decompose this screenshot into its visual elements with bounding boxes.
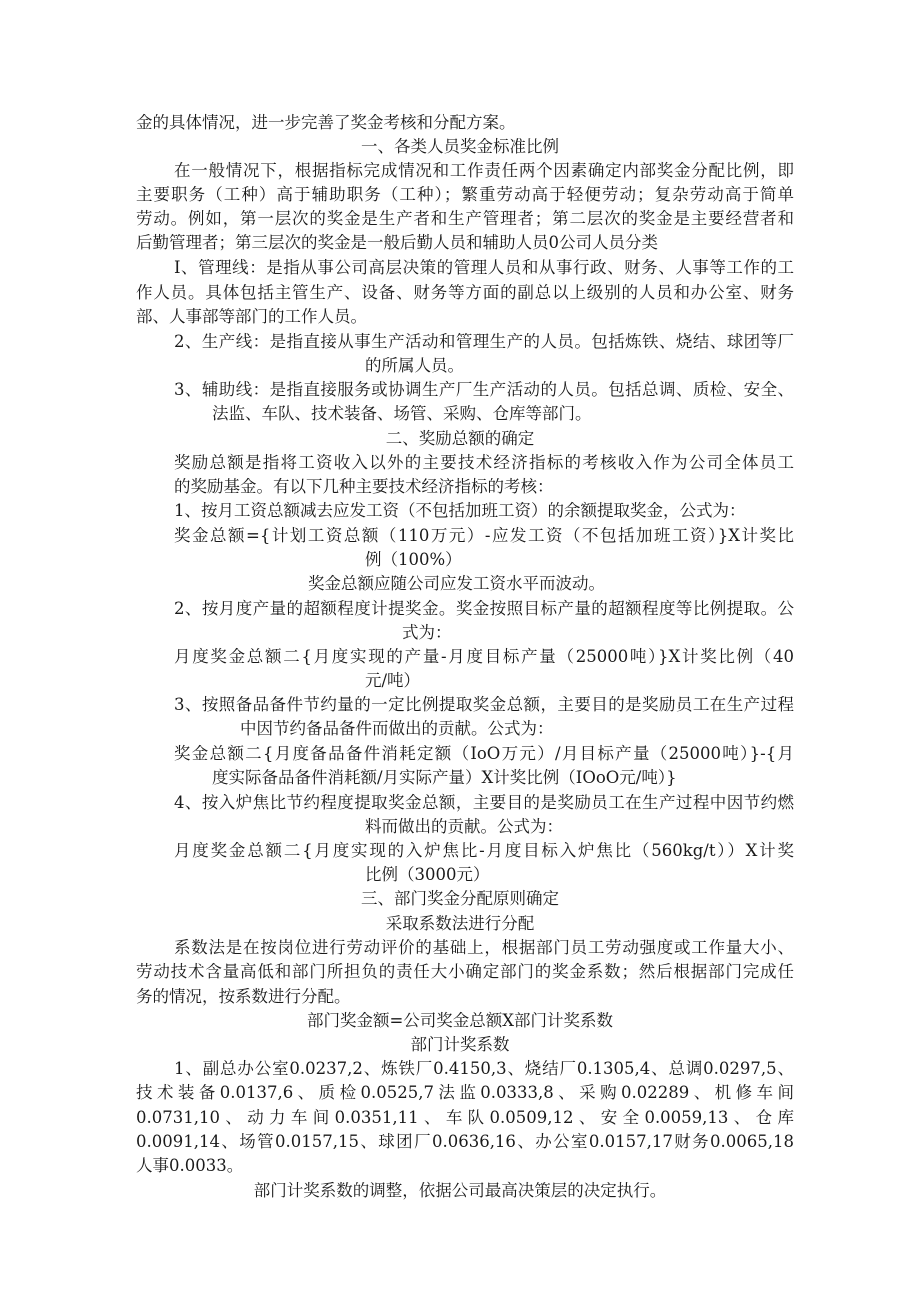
method2-formula: 元/吨） <box>365 671 421 690</box>
coefficient-line: 0.0731,10、动力车间0.0351,11、车队0.0509,12、安全0.0059,13、仓库 <box>136 1108 794 1127</box>
section3-para-line: 务的情况，按系数进行分配。 <box>136 987 351 1006</box>
auxiliary-line-item: 法监、车队、技术装备、场管、采购、仓库等部门。 <box>212 404 592 423</box>
method1-formula: 奖金总额={计划工资总额（110万元）-应发工资（不包括加班工资）}X计奖比 <box>174 526 794 545</box>
coefficient-line: 人事0.0033。 <box>136 1156 244 1175</box>
section3-heading: 三、部门奖金分配原则确定 <box>361 889 559 908</box>
coefficient-table-title: 部门计奖系数 <box>410 1035 510 1054</box>
intro-tail: 金的具体情况，进一步完善了奖金考核和分配方案。 <box>136 113 516 132</box>
section2-intro-line: 的奖励基金。有以下几种主要技术经济指标的考核： <box>174 477 554 496</box>
method4-formula: 比例（3000元） <box>365 865 490 884</box>
section1-para-line: 劳动。例如，第一层次的奖金是生产者和生产管理者；第二层次的奖金是主要经营者和 <box>136 209 794 228</box>
management-line-item: I、管理线：是指从事公司高层决策的管理人员和从事行政、财务、人事等工作的工 <box>174 258 794 277</box>
section3-para-line: 劳动技术含量高低和部门所担负的责任大小确定部门的奖金系数；然后根据部门完成任 <box>136 962 794 981</box>
method3-formula: 度实际备品备件消耗额/月实际产量）X计奖比例（IOoO元/吨）} <box>212 768 677 787</box>
department-bonus-formula: 部门奖金额=公司奖金总额X部门计奖系数 <box>306 1011 614 1030</box>
method2-line: 式为： <box>402 623 452 642</box>
method4-formula: 月度奖金总额二{月度实现的入炉焦比-月度目标入炉焦比（560kg/t））X计奖 <box>174 841 794 860</box>
method3-line: 3、按照备品备件节约量的一定比例提取奖金总额，主要目的是奖励员工在生产过程 <box>174 695 794 714</box>
section3-subheading: 采取系数法进行分配 <box>385 914 535 933</box>
section1-para-line: 后勤管理者；第三层次的奖金是一般后勤人员和辅助人员0公司人员分类 <box>136 233 658 252</box>
production-line-item: 的所属人员。 <box>365 356 464 375</box>
section2-heading: 二、奖励总额的确定 <box>385 429 535 448</box>
section1-para-line: 主要职务（工种）高于辅助职务（工种）；繁重劳动高于轻便劳动；复杂劳动高于简单 <box>136 185 794 204</box>
production-line-item: 2、生产线：是指直接从事生产活动和管理生产的人员。包括炼铁、烧结、球团等厂 <box>174 332 794 351</box>
method1-note: 奖金总额应随公司应发工资水平而波动。 <box>308 574 605 593</box>
coefficient-line: 0.0091,14、场管0.0157,15、球团厂0.0636,16、办公室0.0157,17财务0.0065,18 <box>136 1132 794 1151</box>
section3-para-line: 系数法是在按岗位进行劳动评价的基础上，根据部门员工劳动强度或工作量大小、 <box>174 938 794 957</box>
section2-intro-line: 奖励总额是指将工资收入以外的主要技术经济指标的考核收入作为公司全体员工 <box>174 453 794 472</box>
method3-formula: 奖金总额二{月度备品备件消耗定额（IoO万元）/月目标产量（25000吨）}-{月 <box>174 744 794 763</box>
method3-line: 中因节约备品备件而做出的贡献。公式为： <box>240 719 554 738</box>
method4-line: 料而做出的贡献。公式为： <box>365 817 563 836</box>
management-line-item: 部、人事部等部门的工作人员。 <box>136 307 367 326</box>
method1-formula: 例（100%） <box>365 550 462 569</box>
method1-line: 1、按月工资总额减去应发工资（不包括加班工资）的余额提取奖金，公式为： <box>174 501 746 520</box>
section1-para-line: 在一般情况下，根据指标完成情况和工作责任两个因素确定内部奖金分配比例，即 <box>174 161 794 180</box>
auxiliary-line-item: 3、辅助线：是指直接服务或协调生产厂生产活动的人员。包括总调、质检、安全、 <box>174 380 794 399</box>
closing-note: 部门计奖系数的调整，依据公司最高决策层的决定执行。 <box>253 1181 667 1200</box>
method2-formula: 月度奖金总额二{月度实现的产量-月度目标产量（25000吨）}X计奖比例（40 <box>174 647 794 666</box>
coefficient-line: 技术装备0.0137,6、质检0.0525,7法监0.0333,8、采购0.02289、机修车间 <box>136 1083 794 1102</box>
method2-line: 2、按月度产量的超额程度计提奖金。奖金按照目标产量的超额程度等比例提取。公 <box>174 599 794 618</box>
method4-line: 4、按入炉焦比节约程度提取奖金总额，主要目的是奖励员工在生产过程中因节约燃 <box>174 793 794 812</box>
management-line-item: 作人员。具体包括主管生产、设备、财务等方面的副总以上级别的人员和办公室、财务 <box>136 283 794 302</box>
section1-heading: 一、各类人员奖金标准比例 <box>361 137 559 156</box>
coefficient-line: 1、副总办公室0.0237,2、炼铁厂0.4150,3、烧结厂0.1305,4、总调0.0297,5、 <box>174 1059 794 1078</box>
